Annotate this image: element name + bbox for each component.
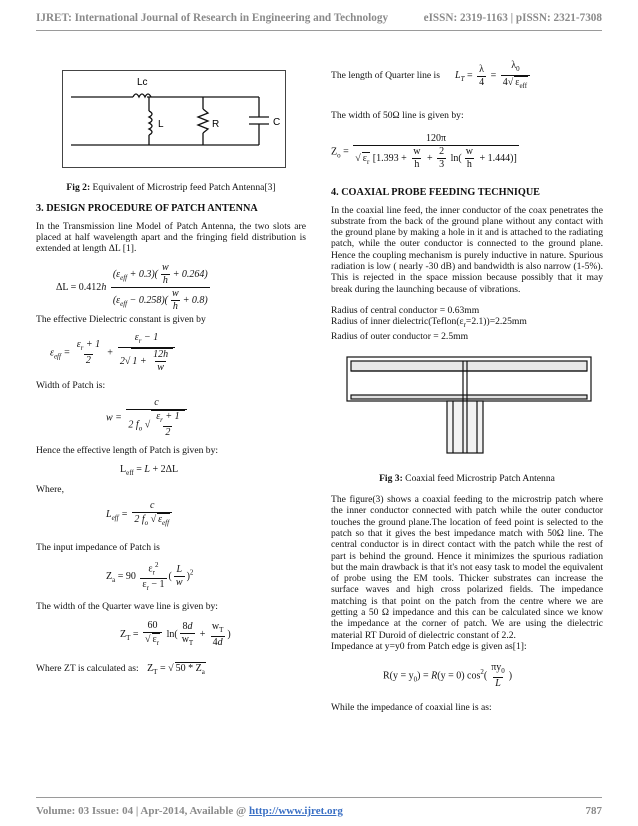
page-header: [36, 12, 602, 24]
eff-length-equation: $L_{eff} = L + 2\Delta L$: [120, 464, 179, 478]
page-number: 787: [585, 805, 602, 817]
figure-2: [62, 70, 286, 168]
radius-inner: Radius of inner $dielectric(Teflon(\varepsilon_r=2.1))=2.25mm$: [331, 316, 527, 330]
figure-3: [343, 355, 595, 467]
width-equation: w = c 2 $f_o$ √ $\frac{\varepsilon_r + 1}{2}$: [106, 397, 306, 437]
section-3-title: 3. DESIGN PROCEDURE OF PATCH ANTENNA: [36, 203, 258, 215]
radius-outer: Radius of outer conductor = 2.5mm: [331, 331, 469, 343]
eff-length-text: Hence the effective length of Patch is given by:: [36, 445, 219, 457]
journal-link[interactable]: http://www.ijret.org: [249, 805, 343, 817]
footer-volume: Volume: 03 Issue: 04 | Apr-2014, Available @ http://www.ijret.org: [36, 805, 343, 817]
width-50-text: The width of 50Ω line is given by:: [331, 110, 464, 121]
journal-title: IJRET: International Journal of Research in Engineering and Technology: [36, 12, 389, 24]
issn: eISSN: 2319-1163 | pISSN: 2321-7308: [423, 12, 602, 24]
l-label: L: [158, 119, 164, 130]
qw-width-text: The width of the Quarter wave line is given by:: [36, 600, 218, 612]
impedance-at-equation: $R(y = y_0) = R(y = 0)$ $\cos^2$( $\frac{\pi y_0}{L}$ ): [383, 662, 513, 690]
l-eff-equation: $L_{eff}$ = $\frac{c}{2 f_o √ \varepsilon_{eff}}$: [106, 500, 306, 534]
right-column: [331, 60, 603, 714]
section-4-para1: In the coaxial line feed, the inner conductor of the coax penetrates the substrate from the back of the ground plane without any contact with the ground plane by making a hole in it and is attached to the radiating patch, while the outer conductor is connected to the ground plane. Hence the coupling mechanism is purely inductive in nature. Spurious radiation is low ( nearly -30 dB) and bandwidth is also narrow (1-5%). This is rejected in the space mission because possibly that it may break during the launching because of vibrations.: [331, 204, 603, 295]
width-text: Width of Patch is:: [36, 379, 106, 391]
figure-3-caption: Fig 3: Coaxial feed Microstrip Patch Antenna: [379, 472, 555, 484]
quarter-length-equation: $L_T$ = $\frac{\lambda}{4}$ = $\frac{\lambda_0}{4√ \varepsilon_{eff}}$: [455, 60, 532, 92]
qw-width-equation: $Z_T$ = $\frac{60}{√ \varepsilon_r}$ ln( $\frac{8d}{w_T}$ + $\frac{w_T}{4d}$ ): [120, 620, 231, 648]
r-label: R: [212, 119, 220, 130]
coax-feed-diagram: [343, 355, 595, 467]
delta-l-equation: ΔL = 0.412h $(\varepsilon_{eff} + 0.3)$( $\frac{w}{h}$ + 0.264) $(\varepsilon_{eff} - 0.258)$( $\frac{w}{h}$ + 0.8): [56, 262, 208, 313]
header-rule: [36, 30, 602, 31]
zt-text: Where ZT is calculated as: $Z_T$ = √ $50 * Z_a$: [36, 663, 205, 677]
quarter-length-line: The length of Quarter line is $L_T$ = $\frac{\lambda}{4}$ = $\frac{\lambda_0}{4√ \varepsilon_{eff}}$: [331, 70, 603, 90]
coax-impedance-text: While the impedance of coaxial line is as:: [331, 702, 492, 714]
radius-central: Radius of central conductor = 0.63mm: [331, 304, 480, 316]
circuit-diagram: [63, 71, 285, 167]
figure-2-caption: Fig 2: Equivalent of Microstrip feed Patch Antenna[3]: [66, 182, 276, 193]
footer-rule: [36, 797, 602, 798]
input-impedance-equation: $Z_a = 90$ $\frac{\varepsilon_r^2}{\varepsilon_r - 1}$ ( $\frac{L}{w}$ )$^2$: [106, 560, 194, 593]
lc-label: Lc: [137, 77, 148, 88]
left-column: [36, 70, 306, 678]
impedance-at-text: Impedance at y=y0 from Patch edge is given as[1]:: [331, 640, 527, 652]
eff-dielectric-equation: $\varepsilon_{eff}$ = $\frac{\varepsilon_r + 1}{2}$ + $\varepsilon_r - 1$ 2√ 1 + $\frac{12h}{w}$: [50, 332, 306, 372]
zt-equation: $Z_T$ = √ $50 * Z_a$: [147, 663, 205, 677]
eff-dielectric-text: The effective Dielectric constant is given by: [36, 314, 206, 326]
c-label: C: [273, 117, 281, 128]
page-footer: [36, 805, 602, 817]
impedance-text: The input impedance of Patch is: [36, 541, 160, 553]
where-text: Where,: [36, 484, 64, 496]
section-3-intro: In the Transmission line Model of Patch Antenna, the two slots are placed at half wavelength apart and the fringing field distribution is extended at length ΔL [1].: [36, 220, 306, 255]
width-50-equation: $Z_o$ = 120π √ $\varepsilon_r$ [1.393 + $\frac{w}{h}$ + $\frac{2}{3}$ ln( $\frac{w}{h}$ + 1.444)]: [331, 133, 517, 171]
section-4-title: 4. COAXIAL PROBE FEEDING TECHNIQUE: [331, 187, 540, 199]
section-4-para2: The figure(3) shows a coaxial feeding to the microstrip patch where the inner conductor connected with patch while the outer conductor touches the ground plane.The location of feed point is selected to the patch so that it gives the best impedance match with 50Ω line. The central conductor is in direct contact with the patch while the rest of part is behind the ground. Hence it minimizes the spurious radiation but the main drawback is that it's not easy task to model the equivalent of probe using the EM tools. Thicker substrates can increase the surface waves and high cross polarized fields. The impedance matching is that point on the patch from the centre where we are getting a 50 Ω impedance and this can be calculated since we know the impedance at the corner of patch. We are using the dielectric material RT Duroid of dielectric constant of 2.2.: [331, 494, 603, 641]
